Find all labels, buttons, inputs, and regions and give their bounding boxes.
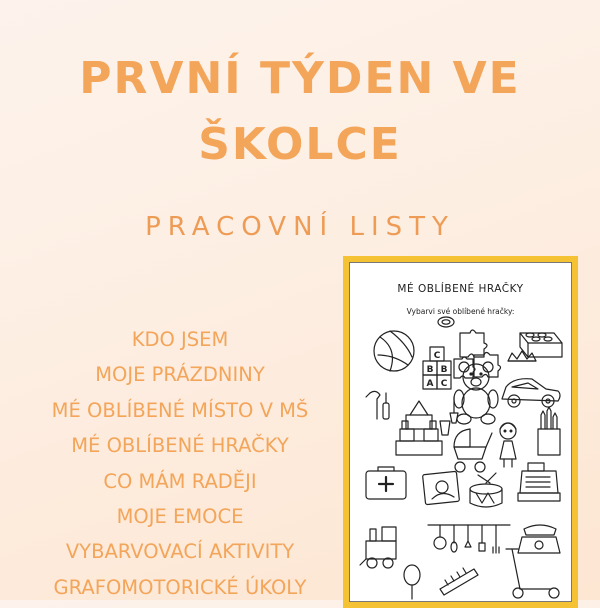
ball-icon	[374, 331, 414, 371]
page-subtitle: PRACOVNÍ LISTY	[145, 212, 455, 242]
scooter-icon	[506, 549, 559, 598]
block-letter: C	[440, 379, 448, 389]
drum-icon	[470, 473, 502, 507]
topic-item: KDO JSEM	[131, 328, 229, 351]
topic-item: VYBARVOVACÍ AKTIVITY	[65, 540, 295, 564]
tools-icon	[366, 391, 389, 419]
topic-item: MOJE EMOCE	[116, 504, 244, 528]
page-title: PRVNÍ TÝDEN VE ŠKOLCE	[79, 53, 521, 170]
topic-item: MOJE PRÁZDNINY	[95, 363, 265, 387]
doll-icon	[500, 423, 516, 467]
block-letter: A	[426, 379, 434, 389]
crayons-icon	[538, 407, 560, 455]
worksheet-page	[349, 262, 572, 602]
worksheet-preview	[343, 256, 578, 608]
block-letter: C	[433, 351, 441, 361]
ring-icon	[438, 317, 454, 327]
mirror-icon	[404, 565, 420, 599]
teddy-bear-icon	[454, 362, 498, 424]
lego-brick-icon	[520, 333, 562, 357]
doctor-kit-icon	[366, 467, 406, 499]
block-letter: B	[440, 365, 448, 375]
block-letter: B	[426, 365, 434, 375]
kitchen-utensils-icon	[428, 525, 510, 553]
stroller-icon	[454, 429, 492, 472]
picture-icon	[423, 471, 460, 504]
worksheet-instruction: Vybarvi své oblíbené hračky:	[406, 307, 515, 316]
toys-illustration	[350, 263, 571, 601]
worksheet-title: MÉ OBLÍBENÉ HRAČKY	[397, 283, 524, 295]
cash-register-icon	[518, 463, 560, 501]
bucket-spade-icon	[440, 397, 458, 435]
crown-icon	[508, 351, 536, 361]
topic-item: CO MÁM RADĚJI	[103, 469, 257, 493]
castle-blocks-icon	[396, 401, 442, 455]
topic-list	[20, 322, 340, 605]
topic-item: MÉ OBLÍBENÉ HRAČKY	[71, 434, 289, 458]
comb-icon	[440, 568, 478, 595]
toy-car-icon	[502, 379, 560, 407]
topic-item: GRAFOMOTORICKÉ ÚKOLY	[53, 575, 307, 599]
topic-item: MÉ OBLÍBENÉ MÍSTO V MŠ	[51, 398, 309, 422]
telephone-icon	[518, 525, 560, 553]
train-icon	[360, 527, 396, 568]
